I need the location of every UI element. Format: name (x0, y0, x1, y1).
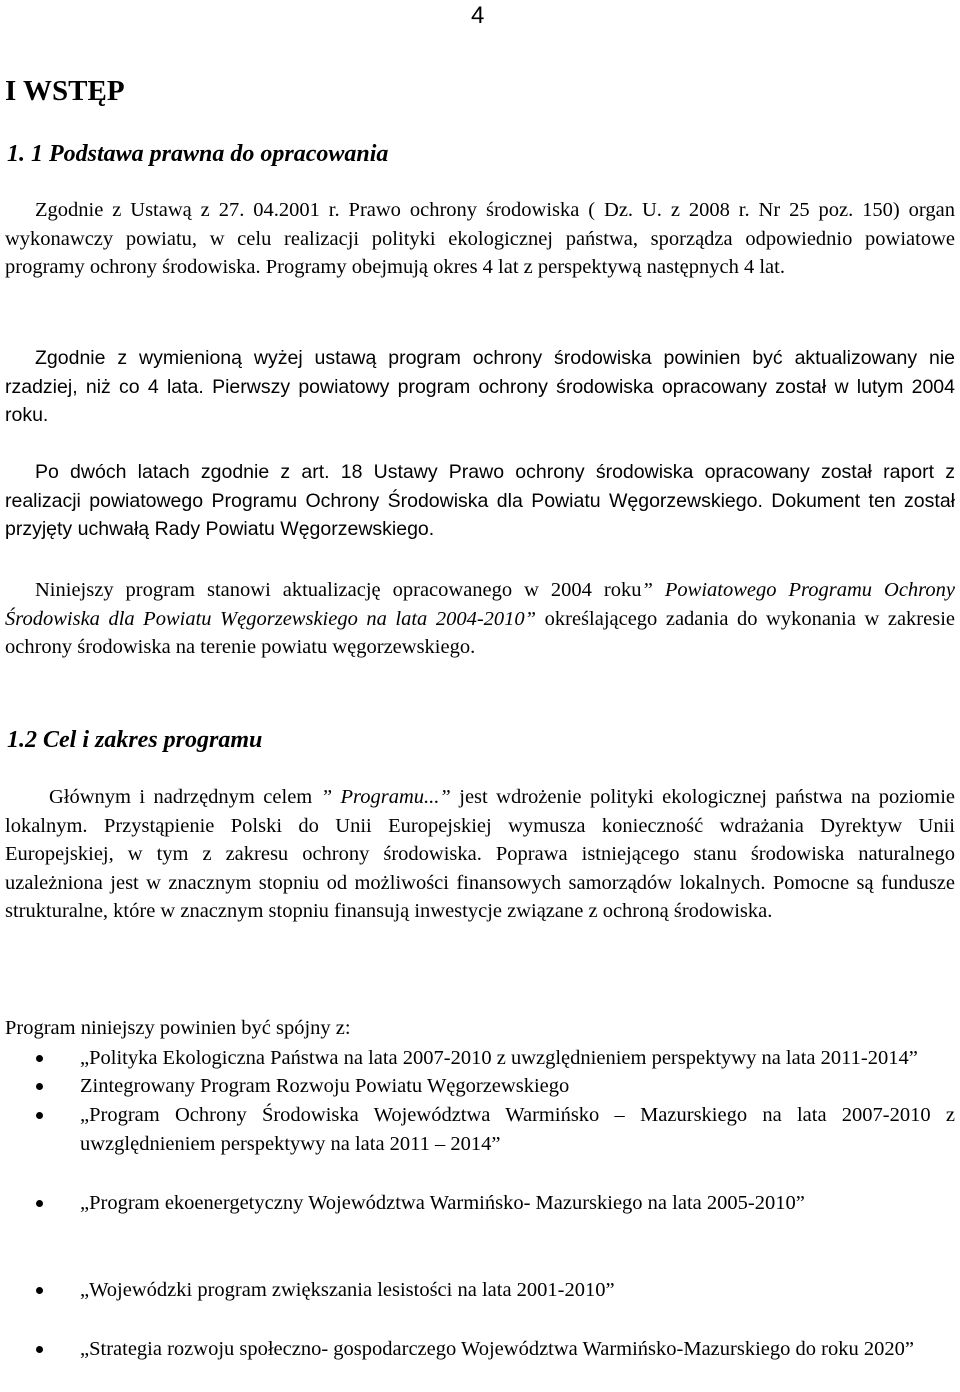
paragraph-report (5, 458, 955, 544)
program-ref-italic: ” Programu...” (320, 786, 451, 808)
paragraph-legal-basis: Zgodnie z Ustawą z 27. 04.2001 r. Prawo ochrony środowiska ( Dz. U. z 2008 r. Nr 25 poz. 150) organ wykonawczy powiatu, w celu realizacji polityki ekologicznej państwa, sporządza odpowiednio powiatowe programy ochrony środowiska. Programy obejmują okres 4 lat z perspektywą następnych 4 lat. (5, 199, 955, 278)
bullet-icon (36, 1287, 43, 1294)
program-title-italic: ” Powiatowego Programu Ochrony Środowiska dla Powiatu Węgorzewskiego na lata 2004-2010” (5, 579, 955, 630)
paragraph-program-update (5, 576, 955, 662)
list-item (80, 1101, 955, 1159)
bullet-icon (36, 1112, 43, 1119)
bullet-icon (36, 1055, 43, 1062)
bullet-icon (36, 1346, 43, 1353)
list-item-text: Zintegrowany Program Rozwoju Powiatu Węgorzewskiego (80, 1075, 570, 1097)
list-item-text: „Polityka Ekologiczna Państwa na lata 2007-2010 z uwzględnieniem perspektywy na lata 2011-2014” (80, 1047, 918, 1069)
subsection-title-goal-scope: 1.2 Cel i zakres programu (7, 727, 263, 753)
list-item (80, 1044, 955, 1073)
paragraph-main-goal-text: Głównym i nadrzędnym celem (49, 786, 321, 808)
paragraph-main-goal-text-2: jest wdrożenie polityki ekologicznej państwa na poziomie lokalnym. Przystąpienie Polski do Unii Europejskiej wymusza konieczność wdrażania Dyrektyw Unii Europejskiej, w tym z zakresu ochrony środowiska. Poprawa istniejącego stanu środowiska naturalnego uzależniona jest w znacznym stopniu od możliwości finansowych samorządów lokalnych. Pomocne są fundusze strukturalne, które w znacznym stopniu finansują inwestycje związane z ochroną środowiska. (5, 786, 956, 922)
bullet-icon (36, 1083, 43, 1090)
list-item-text: „Program Ochrony Środowiska Województwa Warmińsko – Mazurskiego na lata 2007-2010 z uwzględnieniem perspektywy na lata 2011 – 2014” (80, 1104, 955, 1155)
subsection-title-legal-basis: 1. 1 Podstawa prawna do opracowania (7, 141, 389, 167)
list-item (80, 1072, 955, 1101)
paragraph-update-frequency: Zgodnie z wymienioną wyżej ustawą program ochrony środowiska powinien być aktualizowany nie rzadziej, niż co 4 lata. Pierwszy powiatowy program ochrony środowiska opracowany został w lutym 2004 roku. (5, 347, 955, 426)
page-number: 4 (471, 2, 485, 29)
paragraph-program-update-text-2: określającego zadania do wykonania w zakresie ochrony środowiska na terenie powiatu węgorzewskiego. (5, 607, 955, 658)
paragraph-program-update-text: Niniejszy program stanowi aktualizację opracowanego w 2004 roku (35, 579, 642, 601)
paragraph-main-goal (5, 783, 955, 926)
list-item-text: „Strategia rozwoju społeczno- gospodarczego Województwa Warmińsko-Mazurskiego do roku 2020” (80, 1338, 914, 1360)
list-item-text: „Wojewódzki program zwiększania lesistości na lata 2001-2010” (80, 1279, 615, 1301)
list-item (80, 1276, 955, 1305)
list-item-text: „Program ekoenergetyczny Województwa Warmińsko- Mazurskiego na lata 2005-2010” (80, 1192, 805, 1214)
paragraph-report-sans: Po dwóch latach zgodnie z art. 18 Ustawy Prawo ochrony środowiska opracowany został raport z realizacji powiatowego Programu Ochrony Środowiska dla Powiatu Węgorzewskiego. Dokument ten został przyjęty uchwałą Rady Powiatu Węgorzewskiego. (5, 461, 955, 540)
bullet-icon (36, 1200, 43, 1207)
list-item (80, 1189, 955, 1218)
list-item (80, 1335, 955, 1364)
section-title: I WSTĘP (5, 75, 125, 107)
list-intro: Program niniejszy powinien być spójny z: (5, 1017, 351, 1039)
